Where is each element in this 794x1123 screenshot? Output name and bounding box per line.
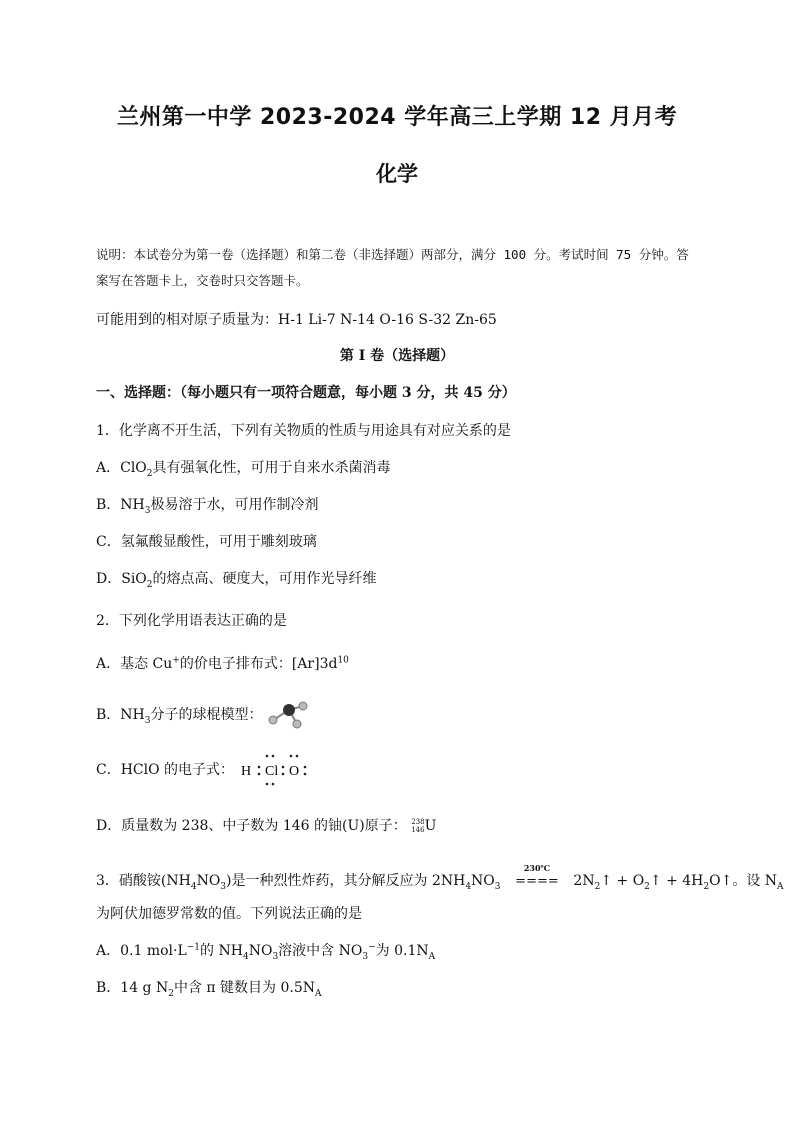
q3-stem: 3．硝酸铵$(NH_4NO_3)$是一种烈性炸药，其分解反应为 $2NH_4NO_3$ 230℃ ==== $2N_2↑$ + $O_2↑$ + $4H_2O↑$。设 $N_A$ <box>96 863 784 892</box>
hclo-o: O <box>288 764 299 779</box>
q1-stem: 1．化学离不开生活，下列有关物质的性质与用途具有对应关系的是 <box>96 423 511 439</box>
q1-option-a: A．ClO$_2$具有强氧化性，可用于自来水杀菌消毒 <box>96 460 391 479</box>
subject-title: 化学 <box>376 162 418 186</box>
hclo-h: H <box>240 764 251 779</box>
part-heading: 一、选择题：（每小题只有一项符合题意，每小题 3 分，共 45 分） <box>96 385 516 401</box>
q3-option-a: A．0.1 $mol\cdot L^{-1}$的 $NH_4NO_3$溶液中含 $NO_3^-$为 $0.1N_A$ <box>96 942 436 962</box>
q2-option-c: C．HClO 的电子式： H Cl O <box>96 752 329 788</box>
uranium-nuclide: 238 146 <box>411 818 425 834</box>
q1-option-d: D．SiO$_2$的熔点高、硬度大，可用作光导纤维 <box>96 571 377 590</box>
hclo-electron-formula <box>239 752 329 788</box>
reaction-arrow: 230℃ ==== <box>515 863 559 889</box>
atomic-masses: 可能用到的相对原子质量为：H-1 Li-7 N-14 O-16 S-32 Zn-65 <box>96 312 497 328</box>
q2-option-a: A．基态 Cu+的价电子排布式：$[Ar]3d^{10}$ <box>96 655 349 672</box>
q2-stem: 2．下列化学用语表达正确的是 <box>96 613 287 629</box>
q1-option-c: C．氢氟酸显酸性，可用于雕刻玻璃 <box>96 534 317 550</box>
q1-option-b: B．$NH_3$极易溶于水，可用作制冷剂 <box>96 497 319 516</box>
instructions-note: 说明：本试卷分为第一卷（选择题）和第二卷（非选择题）两部分，满分 100 分。考试时间 75 分钟。答案写在答题卡上，交卷时只交答题卡。 <box>96 247 689 288</box>
hclo-cl: Cl <box>264 764 278 779</box>
section-title: 第 I 卷（选择题） <box>339 348 455 364</box>
q2-option-b: B．$NH_3$分子的球棍模型： <box>96 700 311 730</box>
q3-option-b: B．14 g $N_2$中含 π 键数目为 $0.5N_A$ <box>96 980 322 999</box>
nh3-ball-stick-model-icon <box>267 700 311 730</box>
exam-title: 兰州第一中学 2023-2024 学年高三上学期 12 月月考 <box>116 105 678 130</box>
q2-option-d: D．质量数为 238、中子数为 146 的铀(U)原子： 238 146 U <box>96 818 437 834</box>
q3-stem-line2: 为阿伏加德罗常数的值。下列说法正确的是 <box>96 906 362 922</box>
